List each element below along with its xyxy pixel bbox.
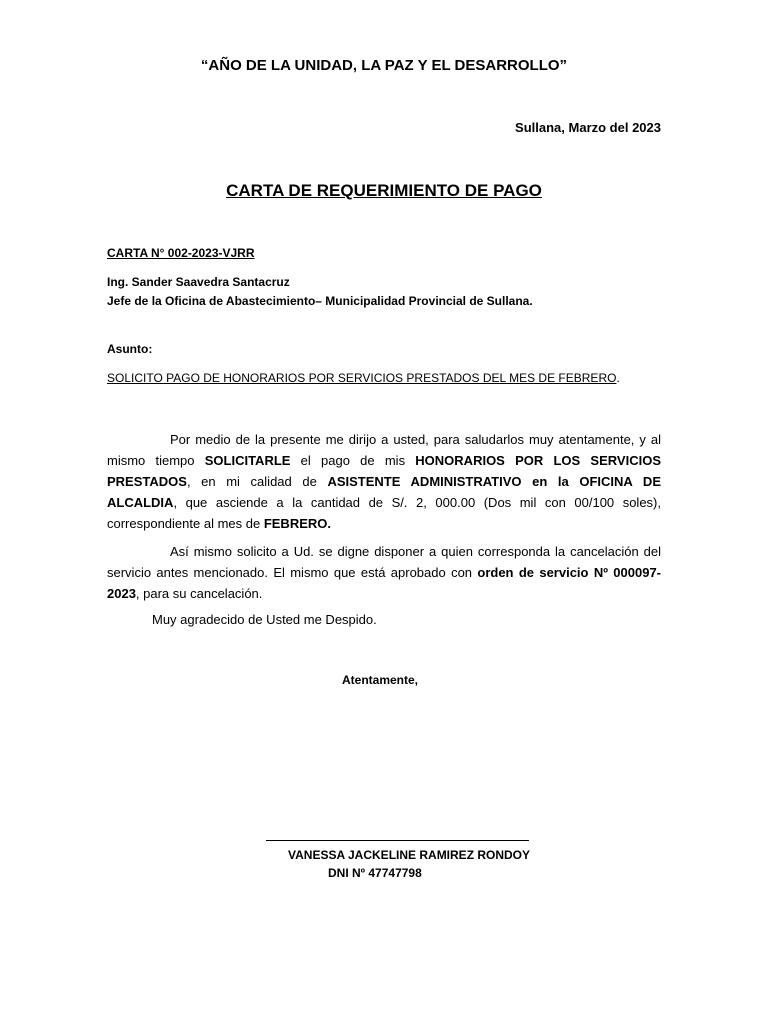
subject-text: SOLICITO PAGO DE HONORARIOS POR SERVICIOS PRESTADOS DEL MES DE FEBRERO xyxy=(107,371,617,385)
paragraph-2-bold-1: orden de servicio Nº 000097-2023 xyxy=(107,565,662,601)
body-paragraph-2 xyxy=(107,541,661,604)
paragraph-1-text-3: , en mi calidad de xyxy=(186,474,328,489)
signer-name: VANESSA JACKELINE RAMIREZ RONDOY xyxy=(288,848,531,862)
regards: Atentamente, xyxy=(342,673,419,687)
closing-phrase: Muy agradecido de Usted me Despido. xyxy=(152,612,377,627)
paragraph-2-text-1: Así mismo solicito a Ud. se digne disponer a quien corresponda la cancelación del servicio antes mencionado. El mismo que está aprobado con xyxy=(107,544,661,580)
paragraph-1-text-1: Por medio de la presente me dirijo a usted, para saludarlos muy atentamente, y al mismo tiempo xyxy=(107,432,661,468)
document-title: CARTA DE REQUERIMIENTO DE PAGO xyxy=(226,181,542,200)
signature-line xyxy=(266,840,529,841)
paragraph-1-text-2: el pago de mis xyxy=(290,453,416,468)
paragraph-1-bold-4: FEBRERO. xyxy=(263,516,331,531)
letter-number: CARTA N° 002-2023-VJRR xyxy=(107,246,255,260)
subject-label: Asunto: xyxy=(107,342,153,356)
paragraph-1-bold-1: SOLICITARLE xyxy=(204,453,291,468)
year-motto: “AÑO DE LA UNIDAD, LA PAZ Y EL DESARROLLO” xyxy=(200,57,568,74)
place-date: Sullana, Marzo del 2023 xyxy=(515,120,661,135)
body-paragraph-1 xyxy=(107,429,661,534)
paragraph-1-text-4: , que asciende a la cantidad de S/. 2, 000.00 (Dos mil con 00/100 soles), correspondiente al mes de xyxy=(107,495,661,531)
subject-line xyxy=(107,371,620,385)
paragraph-1-bold-3: ASISTENTE ADMINISTRATIVO en la OFICINA DE ALCALDIA xyxy=(107,474,661,510)
signer-dni: DNI Nº 47747798 xyxy=(328,866,422,880)
subject-trailing: . xyxy=(616,371,620,385)
paragraph-1-bold-2: HONORARIOS POR LOS SERVICIOS PRESTADOS xyxy=(107,453,661,489)
paragraph-2-text-2: , para su cancelación. xyxy=(135,586,263,601)
recipient-position: Jefe de la Oficina de Abastecimiento– Municipalidad Provincial de Sullana. xyxy=(107,294,533,308)
recipient-name: Ing. Sander Saavedra Santacruz xyxy=(107,275,290,289)
